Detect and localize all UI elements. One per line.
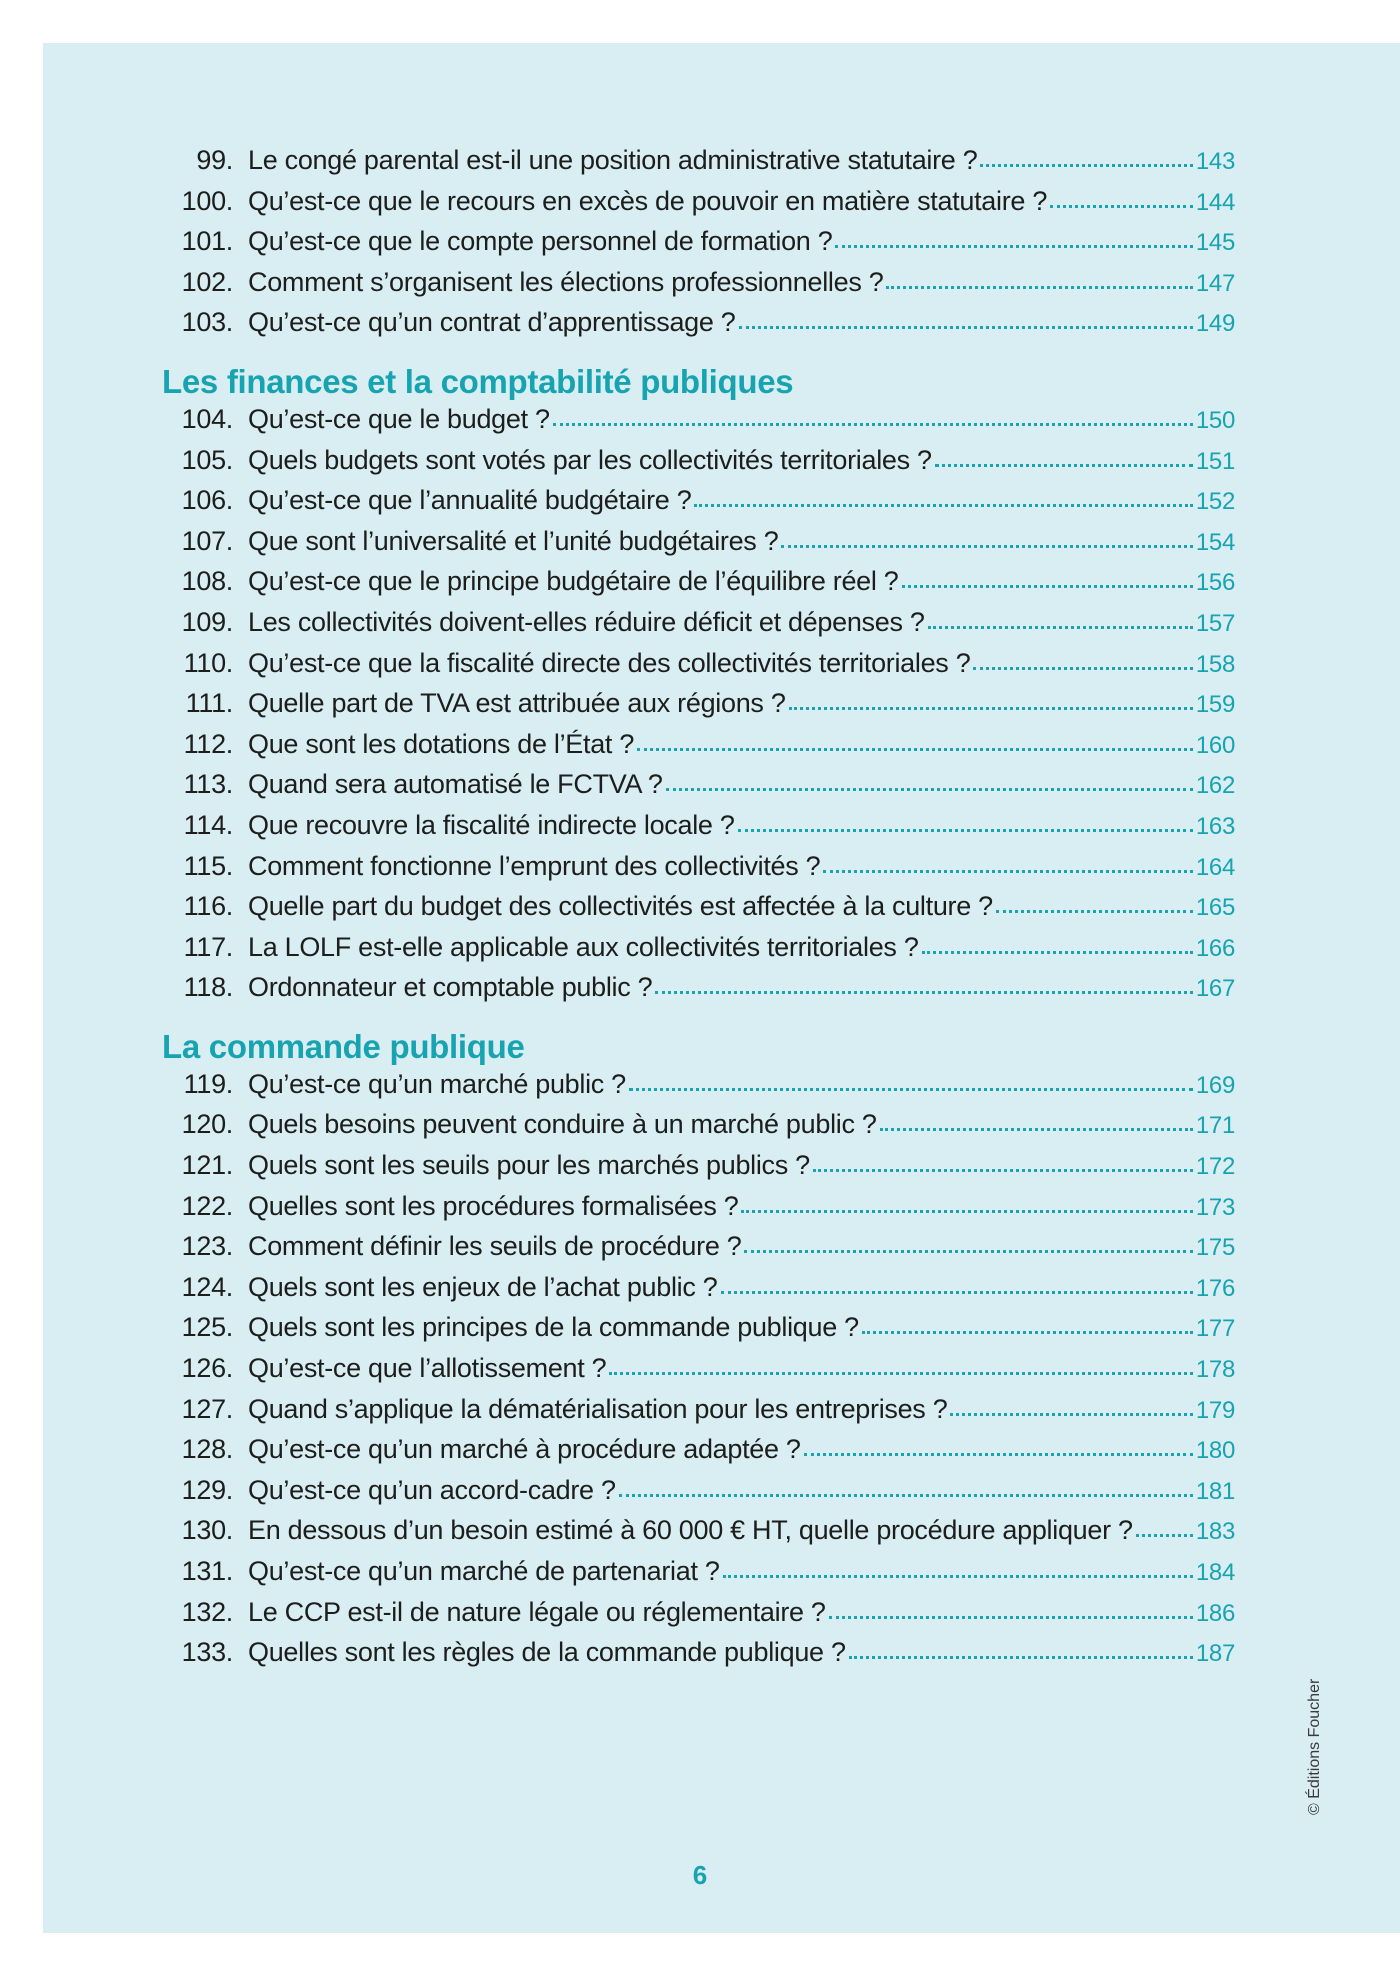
entry-page: 163	[1195, 812, 1235, 840]
toc-entry[interactable]	[165, 1434, 1235, 1475]
entry-number: 114.	[183, 809, 233, 840]
entry-number: 123.	[181, 1231, 233, 1262]
toc-entry[interactable]	[165, 445, 1235, 486]
dot-leader	[739, 324, 1193, 329]
entry-number: 129.	[181, 1474, 233, 1505]
dot-leader	[655, 989, 1192, 994]
toc-entry[interactable]	[165, 267, 1235, 308]
dot-leader	[1136, 1532, 1193, 1537]
entry-title: Le congé parental est-il une position administrative statutaire ?	[248, 145, 978, 175]
entry-title: Les collectivités doivent-elles réduire déficit et dépenses ?	[248, 606, 925, 637]
toc-entry[interactable]	[165, 485, 1235, 526]
dot-leader	[637, 746, 1193, 751]
entry-title: Qu’est-ce qu’un marché à procédure adaptée ?	[248, 1434, 801, 1465]
dot-leader	[849, 1654, 1193, 1659]
toc-entry[interactable]	[165, 1637, 1235, 1678]
entry-number: 117.	[183, 931, 233, 962]
entry-number: 99.	[196, 145, 233, 175]
dot-leader	[553, 421, 1193, 426]
entry-title: La LOLF est-elle applicable aux collectivités territoriales ?	[248, 931, 919, 962]
entry-number: 108.	[181, 566, 233, 597]
toc-section	[162, 360, 1235, 1013]
toc-entry[interactable]	[165, 526, 1235, 567]
toc-entry[interactable]	[165, 607, 1235, 648]
entry-number: 105.	[181, 444, 233, 475]
entry-number: 131.	[181, 1556, 233, 1586]
toc-entry[interactable]	[165, 810, 1235, 851]
entry-page: 149	[1195, 310, 1235, 338]
entry-page: 187	[1195, 1640, 1235, 1668]
entry-page: 167	[1195, 975, 1235, 1003]
entry-number: 112.	[183, 728, 233, 759]
entry-title: Qu’est-ce que la fiscalité directe des collectivités territoriales ?	[248, 647, 971, 678]
toc-entry[interactable]	[165, 851, 1235, 892]
entry-number: 111.	[185, 688, 233, 719]
toc-section	[165, 145, 1235, 348]
entry-page: 147	[1195, 269, 1235, 297]
toc-entry[interactable]	[165, 1515, 1235, 1556]
entry-page: 183	[1195, 1518, 1235, 1546]
dot-leader	[741, 1208, 1192, 1213]
dot-leader	[781, 543, 1192, 548]
entry-title: Quels sont les principes de la commande publique ?	[248, 1312, 859, 1343]
entry-number: 128.	[181, 1434, 233, 1465]
toc-entry[interactable]	[165, 891, 1235, 932]
entry-page: 151	[1195, 447, 1235, 475]
entry-number: 102.	[181, 266, 233, 297]
entry-title: Qu’est-ce que l’allotissement ?	[248, 1353, 607, 1384]
entry-title: Qu’est-ce qu’un contrat d’apprentissage ?	[248, 307, 736, 338]
entry-page: 177	[1195, 1315, 1235, 1343]
toc-entry[interactable]	[165, 226, 1235, 267]
entry-number: 118.	[183, 972, 233, 1003]
toc-entry[interactable]	[165, 1556, 1235, 1597]
toc-entry[interactable]	[165, 648, 1235, 689]
entry-number: 109.	[181, 606, 233, 637]
entry-title: Qu’est-ce qu’un marché de partenariat ?	[248, 1556, 720, 1586]
dot-leader	[823, 868, 1192, 873]
toc-entry[interactable]	[165, 1191, 1235, 1232]
entry-title: Que sont les dotations de l’État ?	[248, 728, 635, 759]
entry-number: 122.	[181, 1190, 233, 1221]
entry-page: 145	[1195, 229, 1235, 257]
entry-page: 143	[1195, 148, 1235, 175]
entry-number: 126.	[181, 1353, 233, 1384]
entry-title: Qu’est-ce que le principe budgétaire de l’équilibre réel ?	[248, 566, 899, 597]
dot-leader	[744, 1248, 1192, 1253]
entry-number: 101.	[181, 226, 233, 257]
entry-title: Quand sera automatisé le FCTVA ?	[248, 769, 663, 800]
entry-page: 184	[1195, 1559, 1235, 1586]
entry-title: Que recouvre la fiscalité indirecte locale ?	[248, 809, 735, 840]
entry-title: Quels besoins peuvent conduire à un marché public ?	[248, 1109, 877, 1140]
toc-section	[162, 1025, 1235, 1678]
copyright-notice: © Éditions Foucher	[1306, 1678, 1323, 1815]
entry-page: 186	[1195, 1599, 1235, 1627]
entry-title: Quels sont les enjeux de l’achat public ?	[248, 1271, 718, 1302]
toc-entry[interactable]	[165, 186, 1235, 227]
toc-entry[interactable]	[165, 769, 1235, 810]
entry-page: 162	[1195, 772, 1235, 800]
entry-number: 133.	[181, 1637, 233, 1668]
entry-title: Qu’est-ce que l’annualité budgétaire ?	[248, 485, 692, 516]
toc-entry[interactable]	[165, 566, 1235, 607]
dot-leader	[950, 1411, 1192, 1416]
entry-number: 124.	[181, 1271, 233, 1302]
entry-page: 169	[1195, 1071, 1235, 1099]
entry-page: 181	[1195, 1477, 1235, 1505]
entry-number: 120.	[181, 1109, 233, 1140]
entry-title: Qu’est-ce que le recours en excès de pouvoir en matière statutaire ?	[248, 185, 1048, 216]
entry-title: Qu’est-ce que le compte personnel de formation ?	[248, 226, 833, 257]
toc-entry[interactable]	[165, 1069, 1235, 1110]
entry-page: 179	[1195, 1396, 1235, 1424]
entry-page: 178	[1195, 1356, 1235, 1384]
toc-entry[interactable]	[165, 1475, 1235, 1516]
section-heading: La commande publique	[162, 1027, 525, 1065]
page-number: 6	[692, 1860, 708, 1890]
entry-page: 171	[1195, 1112, 1235, 1140]
entry-title: Quelles sont les règles de la commande publique ?	[248, 1637, 846, 1668]
entry-page: 158	[1195, 650, 1235, 678]
table-of-contents	[162, 145, 1235, 1678]
section-heading: Les finances et la comptabilité publiques	[162, 362, 794, 400]
dot-leader	[835, 243, 1192, 248]
dot-leader	[935, 462, 1193, 467]
entry-number: 103.	[181, 307, 233, 338]
entry-number: 106.	[181, 485, 233, 516]
entry-page: 173	[1195, 1193, 1235, 1221]
entry-title: Comment définir les seuils de procédure ?	[248, 1231, 742, 1262]
entry-title: Quelle part de TVA est attribuée aux régions ?	[248, 688, 786, 719]
toc-entry[interactable]	[165, 1231, 1235, 1272]
entry-page: 160	[1195, 731, 1235, 759]
toc-entry[interactable]	[165, 1109, 1235, 1150]
entry-page: 164	[1195, 853, 1235, 881]
toc-entry[interactable]	[165, 1597, 1235, 1638]
toc-entry[interactable]	[165, 404, 1235, 445]
entry-title: Le CCP est-il de nature légale ou réglementaire ?	[248, 1596, 826, 1627]
entry-page: 180	[1195, 1437, 1235, 1465]
entry-page: 157	[1195, 609, 1235, 637]
dot-leader	[1050, 203, 1193, 208]
entry-number: 107.	[181, 525, 233, 556]
entry-number: 110.	[183, 647, 233, 678]
entry-title: Que sont l’universalité et l’unité budgétaires ?	[248, 525, 779, 556]
entry-number: 121.	[181, 1150, 233, 1181]
toc-entry[interactable]	[165, 1312, 1235, 1353]
entry-page: 154	[1195, 528, 1235, 556]
dot-leader	[629, 1086, 1193, 1091]
dot-leader	[922, 949, 1193, 954]
toc-entry[interactable]	[165, 1150, 1235, 1191]
dot-leader	[862, 1329, 1193, 1334]
dot-leader	[813, 1167, 1193, 1172]
entry-page: 166	[1195, 934, 1235, 962]
entry-number: 130.	[181, 1515, 233, 1546]
entry-title: Qu’est-ce qu’un marché public ?	[248, 1068, 626, 1099]
entry-number: 104.	[181, 403, 233, 434]
dot-leader	[619, 1492, 1193, 1497]
toc-entry[interactable]	[165, 932, 1235, 973]
dot-leader	[609, 1370, 1192, 1375]
entry-page: 165	[1195, 894, 1235, 922]
dot-leader	[980, 162, 1192, 167]
entry-title: Qu’est-ce que le budget ?	[248, 403, 550, 434]
dot-leader	[721, 1289, 1193, 1294]
entry-title: Quels budgets sont votés par les collectivités territoriales ?	[248, 444, 932, 475]
entry-title: Qu’est-ce qu’un accord-cadre ?	[248, 1474, 616, 1505]
dot-leader	[902, 583, 1193, 588]
entry-page: 176	[1195, 1274, 1235, 1302]
dot-leader	[928, 624, 1193, 629]
entry-title: Comment fonctionne l’emprunt des collectivités ?	[248, 850, 821, 881]
entry-title: Quelles sont les procédures formalisées ?	[248, 1190, 739, 1221]
entry-page: 152	[1195, 488, 1235, 516]
entry-title: En dessous d’un besoin estimé à 60 000 € HT, quelle procédure appliquer ?	[248, 1515, 1133, 1546]
entry-number: 119.	[183, 1068, 233, 1099]
toc-entry[interactable]	[165, 307, 1235, 348]
dot-leader	[829, 1614, 1193, 1619]
dot-leader	[789, 705, 1193, 710]
entry-number: 116.	[183, 891, 233, 922]
entry-number: 127.	[181, 1393, 233, 1424]
toc-entry[interactable]	[165, 972, 1235, 1013]
dot-leader	[973, 665, 1192, 670]
entry-number: 100.	[181, 185, 233, 216]
entry-title: Quand s’applique la dématérialisation pour les entreprises ?	[248, 1393, 948, 1424]
entry-page: 144	[1195, 188, 1235, 216]
toc-entry[interactable]	[165, 729, 1235, 770]
toc-entry[interactable]	[165, 1394, 1235, 1435]
dot-leader	[723, 1573, 1193, 1578]
entry-page: 172	[1195, 1153, 1235, 1181]
dot-leader	[694, 502, 1192, 507]
entry-number: 113.	[183, 769, 233, 800]
dot-leader	[666, 786, 1193, 791]
toc-entry[interactable]	[165, 688, 1235, 729]
dot-leader	[996, 908, 1193, 913]
entry-title: Quelle part du budget des collectivités est affectée à la culture ?	[248, 891, 993, 922]
entry-title: Comment s’organisent les élections professionnelles ?	[248, 266, 884, 297]
dot-leader	[886, 284, 1192, 289]
entry-number: 115.	[183, 850, 233, 881]
entry-number: 132.	[181, 1596, 233, 1627]
entry-page: 175	[1195, 1234, 1235, 1262]
entry-title: Quels sont les seuils pour les marchés publics ?	[248, 1150, 810, 1181]
entry-title: Ordonnateur et comptable public ?	[248, 972, 653, 1003]
dot-leader	[738, 827, 1193, 832]
toc-entry[interactable]	[165, 1353, 1235, 1394]
dot-leader	[880, 1126, 1193, 1131]
entry-page: 159	[1195, 691, 1235, 719]
toc-entry[interactable]	[165, 145, 1235, 186]
entry-page: 150	[1195, 406, 1235, 434]
entry-number: 125.	[181, 1312, 233, 1343]
entry-page: 156	[1195, 569, 1235, 597]
dot-leader	[804, 1451, 1193, 1456]
toc-entry[interactable]	[165, 1272, 1235, 1313]
